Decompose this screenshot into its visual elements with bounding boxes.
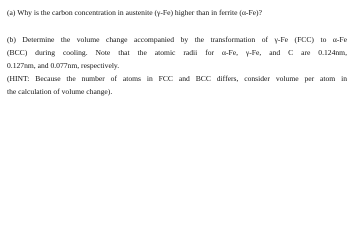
question-b-line-2: (BCC) during cooling. Note that the atomic radii for α-Fe, γ-Fe, and C are 0.124nm, xyxy=(7,48,347,57)
question-a xyxy=(7,6,347,19)
hint-line-2: the calculation of volume change). xyxy=(7,87,113,96)
question-b-line-3: 0.127nm, and 0.077nm, respectively. xyxy=(7,61,120,70)
hint-line-1: (HINT: Because the number of atoms in FCC and BCC differs, consider volume per atom in xyxy=(7,74,347,83)
document-page xyxy=(0,0,350,109)
question-b xyxy=(7,33,347,98)
question-b-line-1: (b) Determine the volume change accompanied by the transformation of γ-Fe (FCC) to α-Fe xyxy=(7,35,347,44)
question-a-text: (a) Why is the carbon concentration in austenite (γ-Fe) higher than in ferrite (α-Fe)? xyxy=(7,8,262,17)
